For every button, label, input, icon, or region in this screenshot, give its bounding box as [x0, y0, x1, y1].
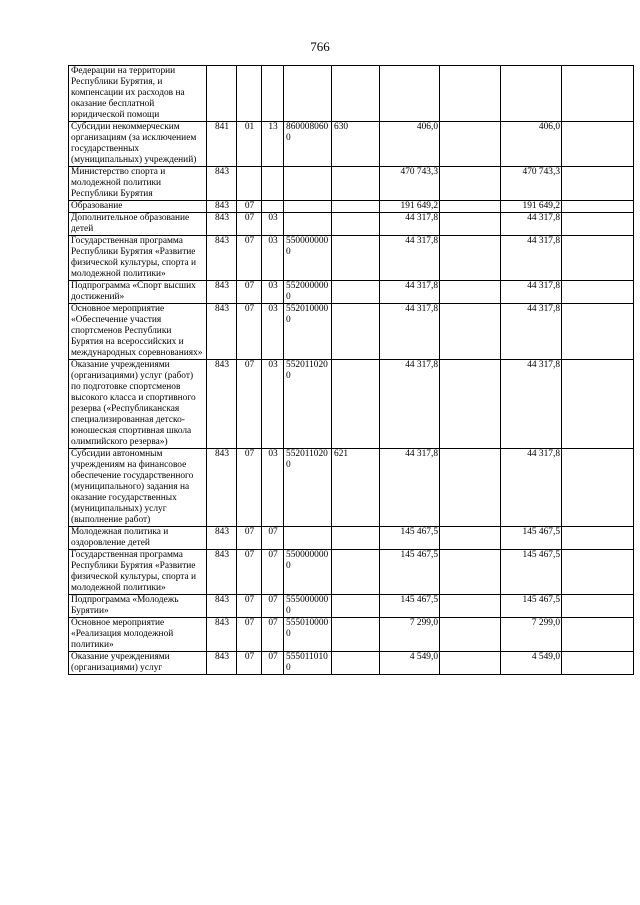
cell-expense-type [332, 360, 380, 449]
cell-amount-total [380, 66, 440, 122]
cell-amount-republic: 44 317,8 [501, 449, 562, 527]
cell-target-article: 5550110100 [284, 652, 332, 675]
cell-amount-republic: 145 467,5 [501, 550, 562, 595]
table-row [69, 167, 634, 201]
cell-amount-total: 44 317,8 [380, 360, 440, 449]
cell-amount-extra [562, 527, 634, 550]
cell-amount-total: 4 549,0 [380, 652, 440, 675]
cell-section: 07 [237, 449, 262, 527]
cell-amount-extra [562, 122, 634, 167]
cell-target-article [284, 201, 332, 213]
cell-amount-republic: 44 317,8 [501, 304, 562, 360]
cell-grbs: 843 [207, 304, 237, 360]
cell-grbs: 843 [207, 449, 237, 527]
cell-grbs: 843 [207, 595, 237, 618]
cell-name: Дополнительное образование детей [69, 213, 207, 236]
table-row [69, 550, 634, 595]
cell-subsection: 07 [262, 527, 284, 550]
cell-grbs: 843 [207, 652, 237, 675]
cell-amount-extra [562, 66, 634, 122]
cell-subsection: 03 [262, 304, 284, 360]
cell-target-article: 5520000000 [284, 281, 332, 304]
table-row [69, 618, 634, 652]
cell-grbs: 843 [207, 213, 237, 236]
table-row [69, 201, 634, 213]
cell-name: Образование [69, 201, 207, 213]
cell-subsection [262, 66, 284, 122]
cell-amount-federal [440, 66, 501, 122]
cell-amount-republic: 44 317,8 [501, 236, 562, 281]
cell-amount-extra [562, 618, 634, 652]
cell-name: Оказание учреждениями (организациями) услуг [69, 652, 207, 675]
cell-expense-type: 630 [332, 122, 380, 167]
cell-amount-federal [440, 618, 501, 652]
cell-target-article [284, 66, 332, 122]
cell-subsection: 03 [262, 281, 284, 304]
cell-target-article: 8600080600 [284, 122, 332, 167]
cell-amount-republic: 4 549,0 [501, 652, 562, 675]
cell-amount-federal [440, 122, 501, 167]
cell-subsection [262, 167, 284, 201]
cell-amount-federal [440, 281, 501, 304]
cell-target-article: 5550100000 [284, 618, 332, 652]
cell-expense-type [332, 167, 380, 201]
cell-grbs: 843 [207, 550, 237, 595]
cell-subsection: 07 [262, 595, 284, 618]
cell-expense-type [332, 550, 380, 595]
cell-amount-total: 406,0 [380, 122, 440, 167]
cell-amount-federal [440, 201, 501, 213]
cell-target-article [284, 213, 332, 236]
cell-name: Оказание учреждениями (организациями) услуг (работ) по подготовке спортсменов высокого класса и спортивного резерва («Республиканская специализированная детско-юношеская спортивная школа олимпийского резерва») [69, 360, 207, 449]
cell-amount-total: 44 317,8 [380, 449, 440, 527]
page-number: 766 [310, 39, 330, 54]
cell-amount-federal [440, 527, 501, 550]
cell-name: Основное мероприятие «Реализация молодежной политики» [69, 618, 207, 652]
cell-section: 01 [237, 122, 262, 167]
cell-amount-total: 191 649,2 [380, 201, 440, 213]
cell-amount-extra [562, 213, 634, 236]
cell-amount-total: 7 299,0 [380, 618, 440, 652]
cell-grbs: 843 [207, 236, 237, 281]
cell-amount-federal [440, 652, 501, 675]
cell-target-article: 5520100000 [284, 304, 332, 360]
cell-section: 07 [237, 527, 262, 550]
cell-grbs: 843 [207, 618, 237, 652]
cell-target-article: 5500000000 [284, 550, 332, 595]
cell-amount-extra [562, 595, 634, 618]
cell-name: Молодежная политика и оздоровление детей [69, 527, 207, 550]
cell-amount-total: 145 467,5 [380, 550, 440, 595]
table-row [69, 66, 634, 122]
cell-section: 07 [237, 550, 262, 595]
cell-amount-federal [440, 236, 501, 281]
cell-amount-extra [562, 304, 634, 360]
budget-table [68, 65, 634, 675]
cell-amount-total: 44 317,8 [380, 281, 440, 304]
budget-table-body [69, 66, 634, 675]
cell-name: Министерство спорта и молодежной политики Республики Бурятия [69, 167, 207, 201]
cell-amount-republic: 44 317,8 [501, 281, 562, 304]
cell-expense-type [332, 213, 380, 236]
cell-amount-republic [501, 66, 562, 122]
cell-section: 07 [237, 213, 262, 236]
cell-amount-extra [562, 201, 634, 213]
cell-name: Субсидии автономным учреждениям на финансовое обеспечение государственного (муниципального) задания на оказание государственных (муниципальных) услуг (выполнение работ) [69, 449, 207, 527]
cell-target-article: 5500000000 [284, 236, 332, 281]
table-row [69, 360, 634, 449]
cell-target-article [284, 527, 332, 550]
cell-amount-federal [440, 213, 501, 236]
cell-amount-total: 470 743,3 [380, 167, 440, 201]
cell-target-article: 5520110200 [284, 449, 332, 527]
cell-grbs: 843 [207, 167, 237, 201]
cell-grbs [207, 66, 237, 122]
cell-amount-republic: 44 317,8 [501, 360, 562, 449]
cell-section: 07 [237, 652, 262, 675]
cell-section: 07 [237, 201, 262, 213]
cell-section: 07 [237, 618, 262, 652]
cell-name: Государственная программа Республики Бурятия «Развитие физической культуры, спорта и молодежной политики» [69, 550, 207, 595]
cell-expense-type [332, 201, 380, 213]
cell-grbs: 841 [207, 122, 237, 167]
cell-amount-total: 44 317,8 [380, 304, 440, 360]
cell-amount-republic: 191 649,2 [501, 201, 562, 213]
cell-amount-federal [440, 360, 501, 449]
cell-subsection [262, 201, 284, 213]
cell-amount-federal [440, 304, 501, 360]
cell-subsection: 03 [262, 236, 284, 281]
cell-name: Подпрограмма «Молодежь Бурятии» [69, 595, 207, 618]
table-row [69, 122, 634, 167]
cell-amount-republic: 145 467,5 [501, 527, 562, 550]
cell-grbs: 843 [207, 201, 237, 213]
table-row [69, 652, 634, 675]
cell-target-article [284, 167, 332, 201]
table-row [69, 527, 634, 550]
cell-section: 07 [237, 360, 262, 449]
cell-section: 07 [237, 595, 262, 618]
cell-expense-type: 621 [332, 449, 380, 527]
cell-amount-federal [440, 449, 501, 527]
cell-subsection: 07 [262, 618, 284, 652]
cell-section [237, 167, 262, 201]
cell-amount-total: 145 467,5 [380, 527, 440, 550]
table-row [69, 304, 634, 360]
cell-section: 07 [237, 236, 262, 281]
cell-amount-total: 44 317,8 [380, 213, 440, 236]
cell-expense-type [332, 527, 380, 550]
cell-amount-extra [562, 360, 634, 449]
cell-subsection: 07 [262, 652, 284, 675]
cell-expense-type [332, 304, 380, 360]
cell-amount-republic: 44 317,8 [501, 213, 562, 236]
cell-amount-federal [440, 550, 501, 595]
cell-subsection: 03 [262, 360, 284, 449]
cell-expense-type [332, 652, 380, 675]
cell-subsection: 03 [262, 213, 284, 236]
cell-subsection: 03 [262, 449, 284, 527]
cell-grbs: 843 [207, 360, 237, 449]
cell-name: Государственная программа Республики Бурятия «Развитие физической культуры, спорта и молодежной политики» [69, 236, 207, 281]
cell-expense-type [332, 595, 380, 618]
cell-grbs: 843 [207, 527, 237, 550]
cell-amount-republic: 406,0 [501, 122, 562, 167]
cell-subsection: 07 [262, 550, 284, 595]
table-row [69, 595, 634, 618]
table-row [69, 449, 634, 527]
cell-expense-type [332, 66, 380, 122]
cell-amount-republic: 470 743,3 [501, 167, 562, 201]
cell-target-article: 5550000000 [284, 595, 332, 618]
cell-name: Подпрограмма «Спорт высших достижений» [69, 281, 207, 304]
cell-amount-republic: 7 299,0 [501, 618, 562, 652]
cell-amount-extra [562, 652, 634, 675]
table-row [69, 281, 634, 304]
cell-amount-extra [562, 550, 634, 595]
cell-grbs: 843 [207, 281, 237, 304]
cell-amount-total: 145 467,5 [380, 595, 440, 618]
cell-amount-total: 44 317,8 [380, 236, 440, 281]
cell-expense-type [332, 618, 380, 652]
cell-name: Основное мероприятие «Обеспечение участия спортсменов Республики Бурятия на всероссийских и международных соревнованиях» [69, 304, 207, 360]
cell-name: Федерации на территории Республики Бурятия, и компенсации их расходов на оказание бесплатной юридической помощи [69, 66, 207, 122]
cell-name: Субсидии некоммерческим организациям (за исключением государственных (муниципальных) учреждений) [69, 122, 207, 167]
cell-expense-type [332, 236, 380, 281]
cell-target-article: 5520110200 [284, 360, 332, 449]
cell-amount-extra [562, 449, 634, 527]
cell-expense-type [332, 281, 380, 304]
table-row [69, 213, 634, 236]
cell-amount-extra [562, 167, 634, 201]
cell-subsection: 13 [262, 122, 284, 167]
cell-amount-federal [440, 167, 501, 201]
table-row [69, 236, 634, 281]
cell-amount-republic: 145 467,5 [501, 595, 562, 618]
cell-amount-extra [562, 281, 634, 304]
cell-section: 07 [237, 281, 262, 304]
cell-section [237, 66, 262, 122]
cell-section: 07 [237, 304, 262, 360]
cell-amount-federal [440, 595, 501, 618]
cell-amount-extra [562, 236, 634, 281]
